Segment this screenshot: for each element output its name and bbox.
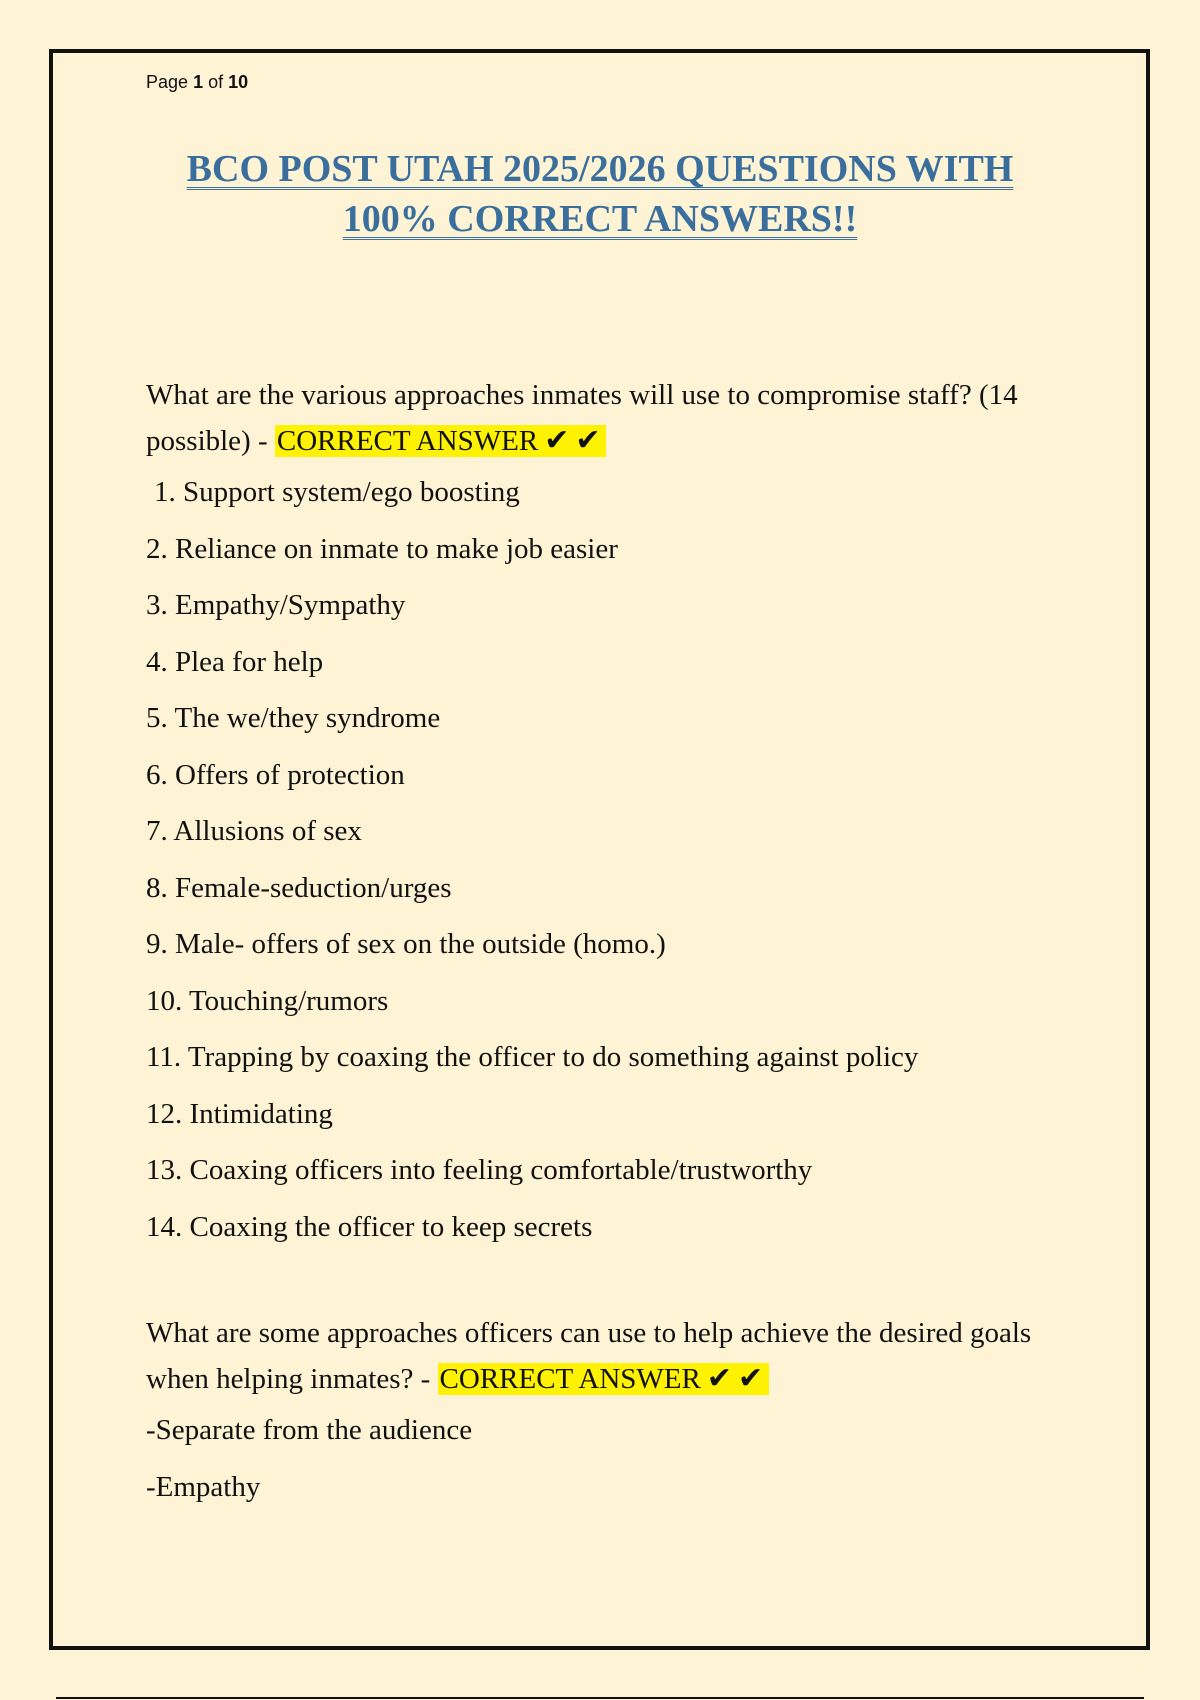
- answer-list-2: [146, 1402, 1076, 1516]
- document-title: [100, 144, 1100, 244]
- list-item: 13. Coaxing officers into feeling comfortable/trustworthy: [146, 1154, 813, 1186]
- check-icon: ✔: [575, 423, 601, 458]
- list-item: 11. Trapping by coaxing the officer to do something against policy: [146, 1041, 919, 1073]
- title-line-1: BCO POST UTAH 2025/2026 QUESTIONS WITH: [186, 148, 1014, 190]
- title-line-2: 100% CORRECT ANSWERS!!: [342, 198, 858, 240]
- correct-answer-highlight: [438, 1363, 770, 1395]
- question-1: [146, 373, 1076, 464]
- list-item: 4. Plea for help: [146, 645, 324, 678]
- list-item: 12. Intimidating: [146, 1097, 333, 1130]
- list-item: 7. Allusions of sex: [146, 815, 362, 847]
- list-item: 9. Male- offers of sex on the outside (homo.): [146, 928, 666, 960]
- question-1-text: What are the various approaches inmates will use to compromise staff? (14 possible) -: [146, 379, 1018, 457]
- answer-list-1: [146, 464, 1076, 1255]
- question-2: [146, 1311, 1076, 1402]
- correct-answer-label: CORRECT ANSWER: [439, 1363, 701, 1395]
- list-item: 3. Empathy/Sympathy: [146, 589, 406, 621]
- list-item: 14. Coaxing the officer to keep secrets: [146, 1210, 593, 1243]
- list-item: -Separate from the audience: [146, 1414, 473, 1446]
- question-2-text: What are some approaches officers can use to help achieve the desired goals when helping inmates? -: [146, 1317, 1032, 1395]
- page-number-of: of: [208, 72, 224, 92]
- page-number: [146, 72, 248, 93]
- check-icon: ✔: [706, 1361, 732, 1396]
- list-item: 6. Offers of protection: [146, 758, 405, 791]
- list-item: 8. Female-seduction/urges: [146, 871, 452, 904]
- list-item: 10. Touching/rumors: [146, 984, 389, 1017]
- page-separator: [56, 1697, 1144, 1699]
- correct-answer-label: CORRECT ANSWER: [276, 425, 539, 457]
- correct-answer-highlight: [275, 425, 607, 457]
- list-item: 1. Support system/ego boosting: [154, 476, 520, 508]
- page-number-total: 10: [228, 72, 249, 92]
- list-item: 2. Reliance on inmate to make job easier: [146, 532, 618, 565]
- document-body: [146, 373, 1076, 1516]
- check-icon: ✔: [544, 423, 570, 458]
- page-number-current: 1: [193, 72, 204, 92]
- list-item: -Empathy: [146, 1471, 261, 1503]
- check-icon: ✔: [737, 1361, 764, 1396]
- list-item: 5. The we/they syndrome: [146, 702, 441, 734]
- page-number-prefix: Page: [146, 72, 189, 92]
